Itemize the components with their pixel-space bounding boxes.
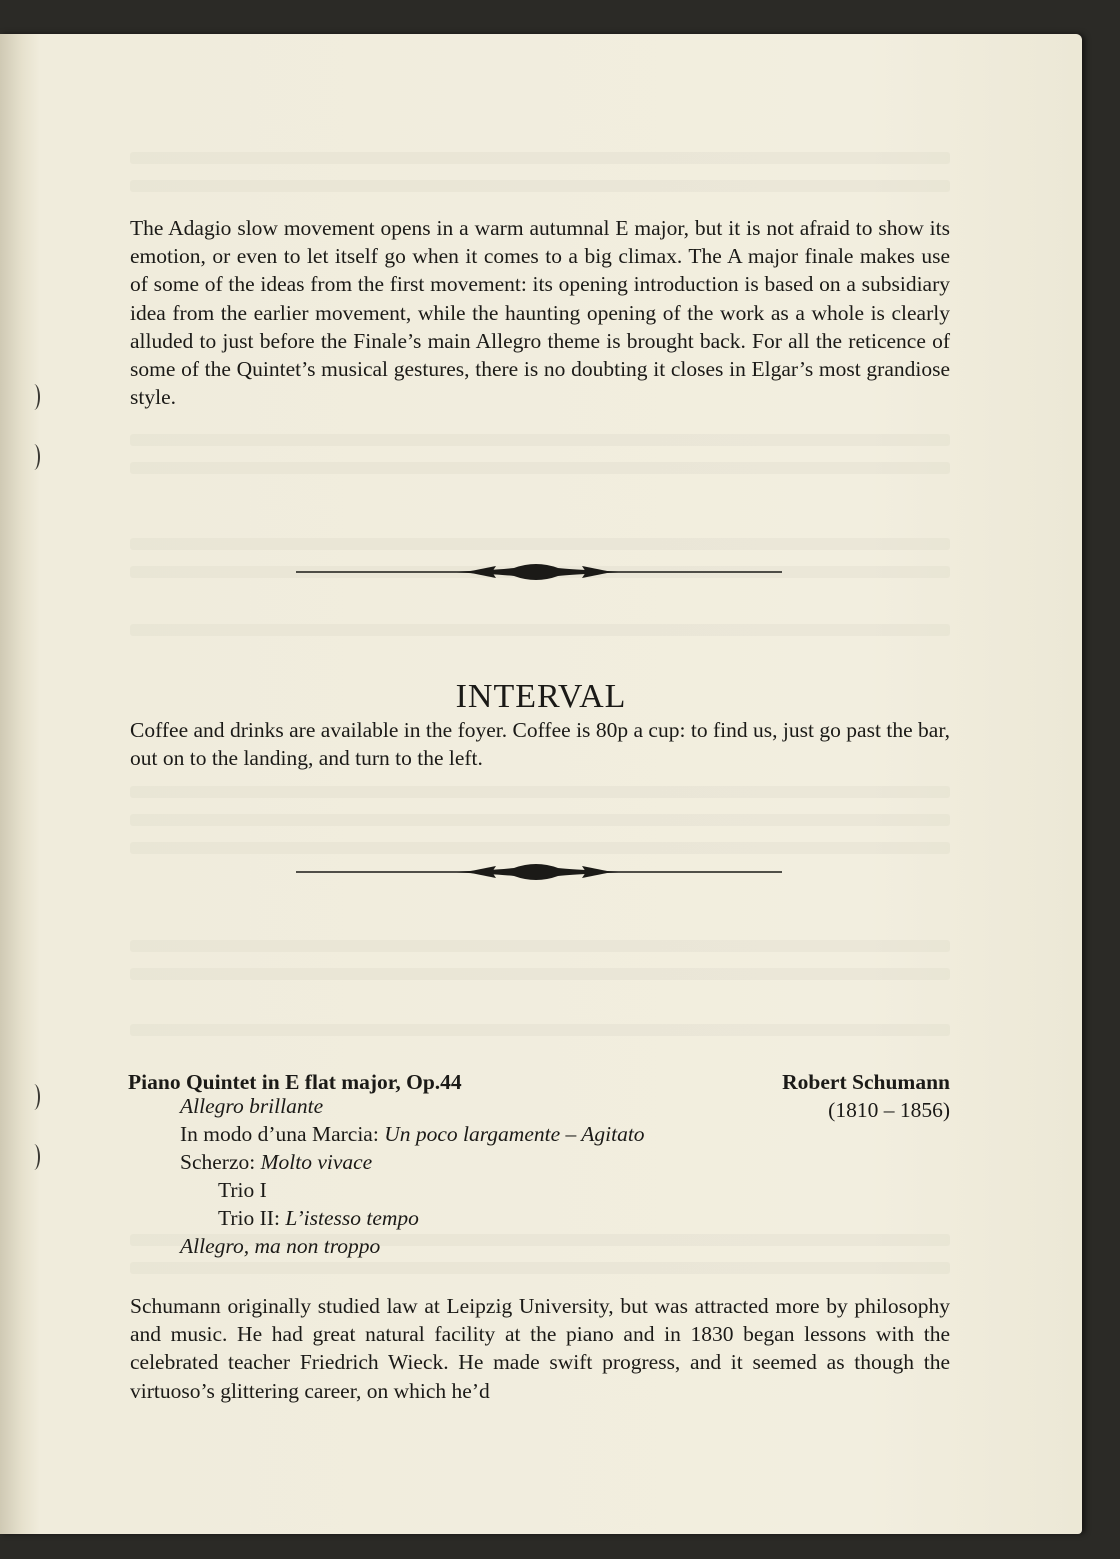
trio-2-tempo: L’istesso tempo — [285, 1206, 419, 1230]
movement-3-label: Scherzo: — [180, 1150, 261, 1174]
show-through-line — [130, 180, 950, 192]
interval-note: Coffee and drinks are available in the foyer. Coffee is 80p a cup: to find us, just go past the bar, out on to the landing, and turn to the left. — [130, 718, 950, 771]
page — [0, 34, 1082, 1534]
show-through-line — [130, 462, 950, 474]
work-title: Piano Quintet in E flat major, Op.44 — [128, 1070, 462, 1094]
trio-2 — [218, 1204, 419, 1232]
movement-2 — [180, 1120, 645, 1148]
show-through-line — [130, 968, 950, 980]
binding-mark — [28, 1084, 40, 1110]
composer-name: Robert Schumann — [782, 1070, 950, 1094]
binding-mark — [28, 444, 40, 470]
ornament-divider-top — [296, 560, 782, 584]
binding-mark — [28, 1144, 40, 1170]
trio-2-label: Trio II: — [218, 1206, 286, 1230]
movement-4: Allegro, ma non troppo — [180, 1234, 381, 1258]
binding-mark — [28, 384, 40, 410]
show-through-line — [130, 786, 950, 798]
paragraph-adagio-finale: The Adagio slow movement opens in a warm autumnal E major, but it is not afraid to show its emotion, or even to let itself go when it comes to a big climax. The A major finale makes use of some of the ideas from the first movement: its opening introduction is based on a subsidiary idea from the earlier movement, while the haunting opening of the work as a whole is clearly alluded to just before the Finale’s main Allegro theme is brought back. For all the reticence of some of the Quintet’s musical gestures, there is no doubting it closes in Elgar’s most grandiose style. — [130, 216, 950, 410]
show-through-line — [130, 434, 950, 446]
show-through-line — [130, 842, 950, 854]
show-through-line — [130, 152, 950, 164]
movement-2-tempo: Un poco largamente – Agitato — [384, 1122, 645, 1146]
composer-dates: (1810 – 1856) — [828, 1098, 950, 1122]
interval-heading: INTERVAL — [455, 678, 627, 715]
trio-1: Trio I — [218, 1178, 267, 1202]
movement-2-label: In modo d’una Marcia: — [180, 1122, 385, 1146]
movement-3-tempo: Molto vivace — [260, 1150, 373, 1174]
paragraph-schumann-bio: Schumann originally studied law at Leipzig University, but was attracted more by philosophy and music. He had great natural facility at the piano and in 1830 began lessons with the celebrated teacher Friedrich Wieck. He made swift progress, and it seemed as though the virtuoso’s glittering career, on which he’d — [130, 1294, 950, 1403]
show-through-line — [130, 814, 950, 826]
show-through-line — [130, 1262, 950, 1274]
movement-3 — [180, 1148, 372, 1176]
show-through-line — [130, 624, 950, 636]
show-through-line — [130, 940, 950, 952]
show-through-line — [130, 1024, 950, 1036]
movement-1: Allegro brillante — [180, 1094, 324, 1118]
show-through-line — [130, 538, 950, 550]
ornament-divider-bottom — [296, 860, 782, 884]
